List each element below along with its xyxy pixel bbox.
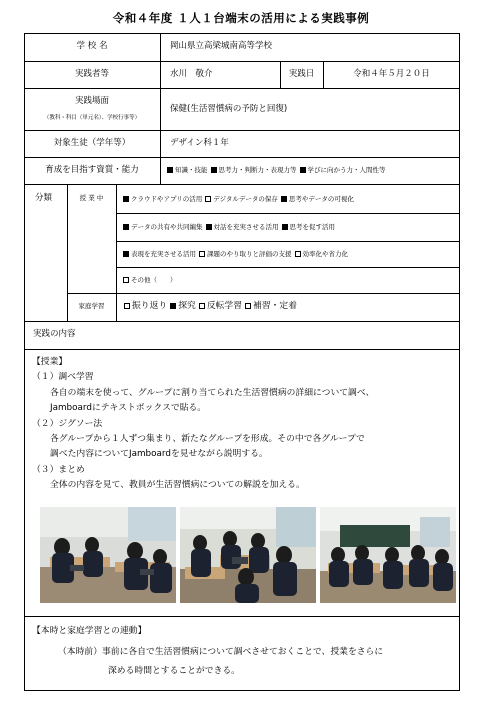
step-2-line-1: 各グループから１人ずつ集まり、新たなグループを形成。その中で各グループで <box>50 434 365 444</box>
option-label: その他（ ） <box>131 276 177 284</box>
in-class-label: 授 業 中 <box>79 194 104 202</box>
row-divider <box>24 616 460 617</box>
abilities-label: 育成を目指す資質・能力 <box>45 165 139 175</box>
scene-label: 実践場面 <box>74 96 109 106</box>
checkbox[interactable] <box>170 303 176 309</box>
checkbox[interactable] <box>282 224 288 230</box>
practitioner-label: 実践者等 <box>74 69 109 79</box>
ability-option[interactable] <box>300 166 386 175</box>
ability-label: 思考力・判断力・表現力等 <box>218 166 297 174</box>
ability-label: 学びに向かう力・人間性等 <box>307 166 386 174</box>
school-label: 学 校 名 <box>76 41 108 51</box>
step-1-title: （１）調べ学習 <box>32 372 94 382</box>
home-study-options <box>124 301 300 312</box>
students-label: 対象生徒（学年等） <box>53 138 131 148</box>
column-divider <box>116 184 117 321</box>
column-divider <box>160 33 161 184</box>
school-value: 岡山県立高梁城南高等学校 <box>170 41 273 51</box>
option-label: 補習・定着 <box>253 301 298 311</box>
step-3-title: （３）まとめ <box>32 465 85 475</box>
checkbox[interactable] <box>211 167 217 173</box>
row-divider <box>67 293 460 294</box>
classification-label: 分類 <box>35 193 53 203</box>
abilities-options <box>167 166 389 175</box>
linkage-heading: 【本時と家庭学習との連動】 <box>32 626 147 636</box>
scene-value: 保健(生活習慣病の予防と回復) <box>170 104 288 114</box>
step-2-title: （２）ジグソー法 <box>32 419 103 429</box>
classification-option[interactable] <box>282 223 336 232</box>
page-title: 令和４年度 １人１台端末の活用による実践事例 <box>112 11 370 25</box>
option-label: 振り返り <box>132 301 168 311</box>
column-divider <box>67 184 68 321</box>
classification-row-3 <box>123 250 351 259</box>
classroom-photo <box>320 507 456 603</box>
option-label: 課題のやり取りと評価の支援 <box>207 250 292 258</box>
classroom-photo <box>180 507 316 603</box>
classification-option[interactable] <box>123 276 177 285</box>
option-label: 対話を充実させる活用 <box>213 223 279 231</box>
home-option[interactable] <box>124 301 167 312</box>
option-label: 反転学習 <box>206 301 243 311</box>
checkbox[interactable] <box>281 196 287 202</box>
checkbox[interactable] <box>205 196 211 202</box>
option-label: 効率化や省力化 <box>302 250 348 258</box>
date-label: 実践日 <box>288 69 315 79</box>
classification-option[interactable] <box>205 195 278 204</box>
date-value: 令和４年５月２０日 <box>353 69 430 79</box>
home-option[interactable] <box>170 301 196 312</box>
scene-sublabel: （教科・科目（単元名）、学校行事等） <box>43 115 141 121</box>
row-divider <box>24 157 460 158</box>
row-divider <box>24 321 460 322</box>
ability-option[interactable] <box>211 166 297 175</box>
classification-option[interactable] <box>295 250 349 259</box>
option-label: 探究 <box>178 301 196 311</box>
checkbox[interactable] <box>295 251 301 257</box>
classification-option[interactable] <box>123 250 196 259</box>
practitioner-value: 水川 敬介 <box>170 69 213 79</box>
classification-row-4 <box>123 276 180 285</box>
checkbox[interactable] <box>123 224 129 230</box>
checkbox[interactable] <box>123 251 129 257</box>
checkbox[interactable] <box>167 167 173 173</box>
row-divider <box>24 130 460 131</box>
checkbox[interactable] <box>206 224 212 230</box>
row-divider <box>24 184 460 185</box>
row-divider <box>116 213 460 214</box>
checkbox[interactable] <box>123 196 129 202</box>
option-label: 思考を促す活用 <box>289 223 335 231</box>
students-value: デザイン科１年 <box>170 138 229 148</box>
option-label: 思考やデータの可視化 <box>288 195 354 203</box>
classification-row-2 <box>123 223 338 232</box>
row-divider <box>24 349 460 350</box>
step-1-line-2: Jamboardにテキストボックスで貼る。 <box>50 403 207 413</box>
classification-option[interactable] <box>199 250 292 259</box>
home-option[interactable] <box>199 301 242 312</box>
checkbox[interactable] <box>124 303 130 309</box>
classification-row-1 <box>123 195 357 204</box>
row-divider <box>116 241 460 242</box>
classification-option[interactable] <box>123 195 202 204</box>
option-label: クラウドやアプリの活用 <box>131 195 203 203</box>
home-study-label: 家庭学習 <box>78 302 105 310</box>
checkbox[interactable] <box>123 277 129 283</box>
lesson-heading: 【授業】 <box>32 357 68 367</box>
classification-option[interactable] <box>281 195 354 204</box>
classification-option[interactable] <box>123 223 203 232</box>
row-divider <box>24 61 460 62</box>
practice-heading: 実践の内容 <box>33 329 76 339</box>
step-3-line-1: 全体の内容を見て、教員が生活習慣病についての解説を加える。 <box>50 480 305 490</box>
classification-option[interactable] <box>206 223 279 232</box>
ability-label: 知識・技能 <box>175 166 208 174</box>
checkbox[interactable] <box>245 303 251 309</box>
checkbox[interactable] <box>300 167 306 173</box>
step-2-line-2: 調べた内容についてJamboardを見せながら説明する。 <box>50 449 268 459</box>
row-divider <box>24 88 460 89</box>
row-divider <box>116 267 460 268</box>
linkage-line-1: （本時前）事前に各自で生活習慣病について調べさせておくことで、授業をさらに <box>58 647 384 657</box>
ability-option[interactable] <box>167 166 208 175</box>
step-1-line-1: 各自の端末を使って、グループに割り当てられた生活習慣病の詳細について調べ、 <box>50 388 375 398</box>
checkbox[interactable] <box>199 251 205 257</box>
option-label: 表現を充実させる活用 <box>131 250 196 258</box>
classroom-photo <box>40 507 176 603</box>
checkbox[interactable] <box>199 303 205 309</box>
option-label: データの共有や共同編集 <box>131 223 203 231</box>
home-option[interactable] <box>245 301 297 312</box>
linkage-line-2: 深める時間とすることができる。 <box>108 666 240 676</box>
option-label: デジタルデータの保存 <box>213 195 278 203</box>
